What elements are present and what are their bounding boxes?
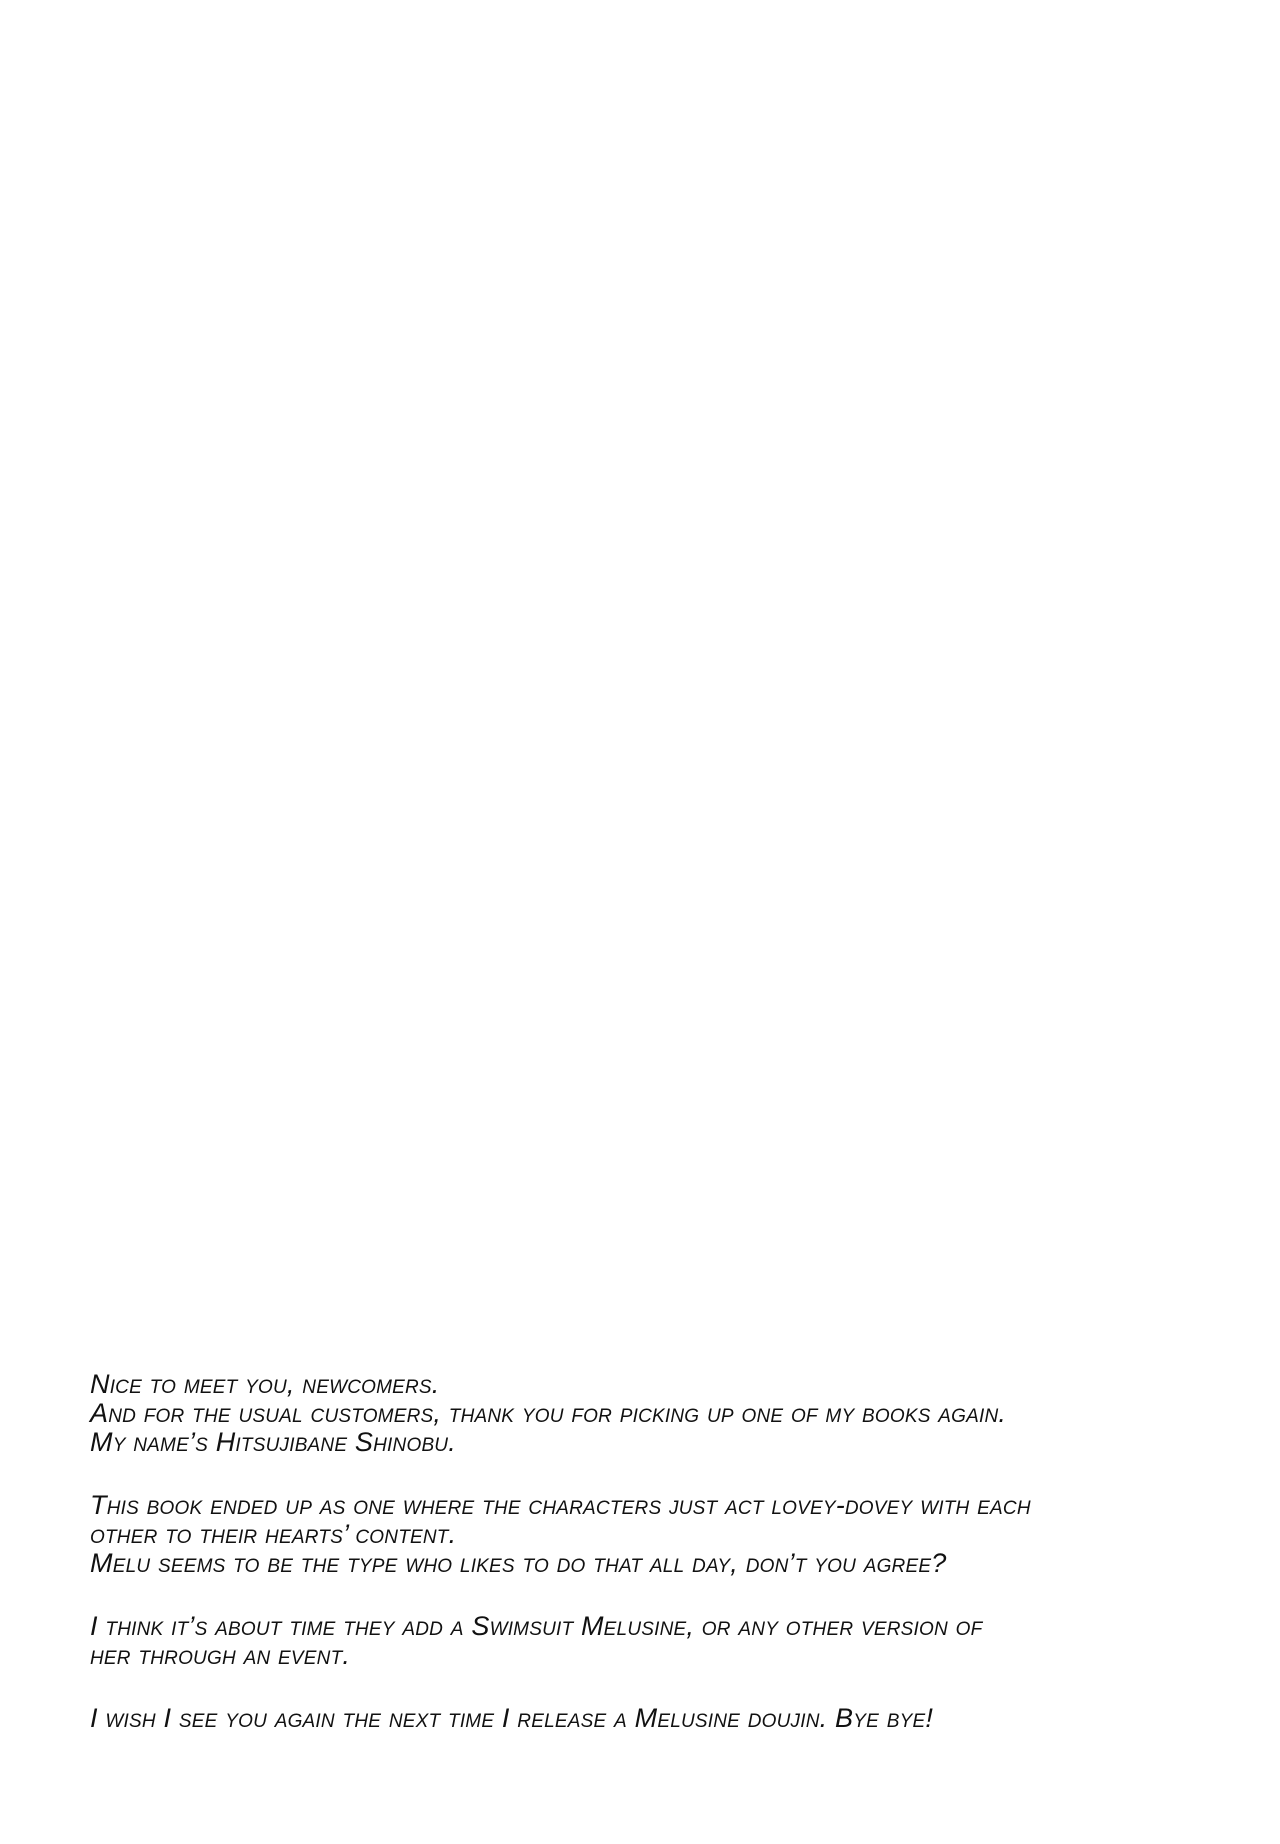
paragraph-greeting	[90, 1370, 1210, 1457]
text-line: And for the usual customers, thank you for picking up one of my books again.	[90, 1398, 1007, 1428]
text-line: I think it’s about time they add a Swimsuit Melusine, or any other version of	[90, 1611, 983, 1641]
text-line: her through an event.	[90, 1640, 351, 1670]
afterword-text	[90, 1370, 1210, 1767]
text-line: Nice to meet you, newcomers.	[90, 1369, 440, 1399]
text-line: Melu seems to be the type who likes to do that all day, don’t you agree?	[90, 1548, 947, 1578]
text-line: other to their hearts’ content.	[90, 1519, 457, 1549]
paragraph-swimsuit-wish	[90, 1612, 1210, 1670]
paragraph-farewell	[90, 1704, 1210, 1733]
paragraph-book-description	[90, 1491, 1210, 1578]
text-line: My name’s Hitsujibane Shinobu.	[90, 1427, 456, 1457]
text-line: This book ended up as one where the characters just act lovey-dovey with each	[90, 1490, 1031, 1520]
text-line: I wish I see you again the next time I release a Melusine doujin. Bye bye!	[90, 1703, 934, 1733]
